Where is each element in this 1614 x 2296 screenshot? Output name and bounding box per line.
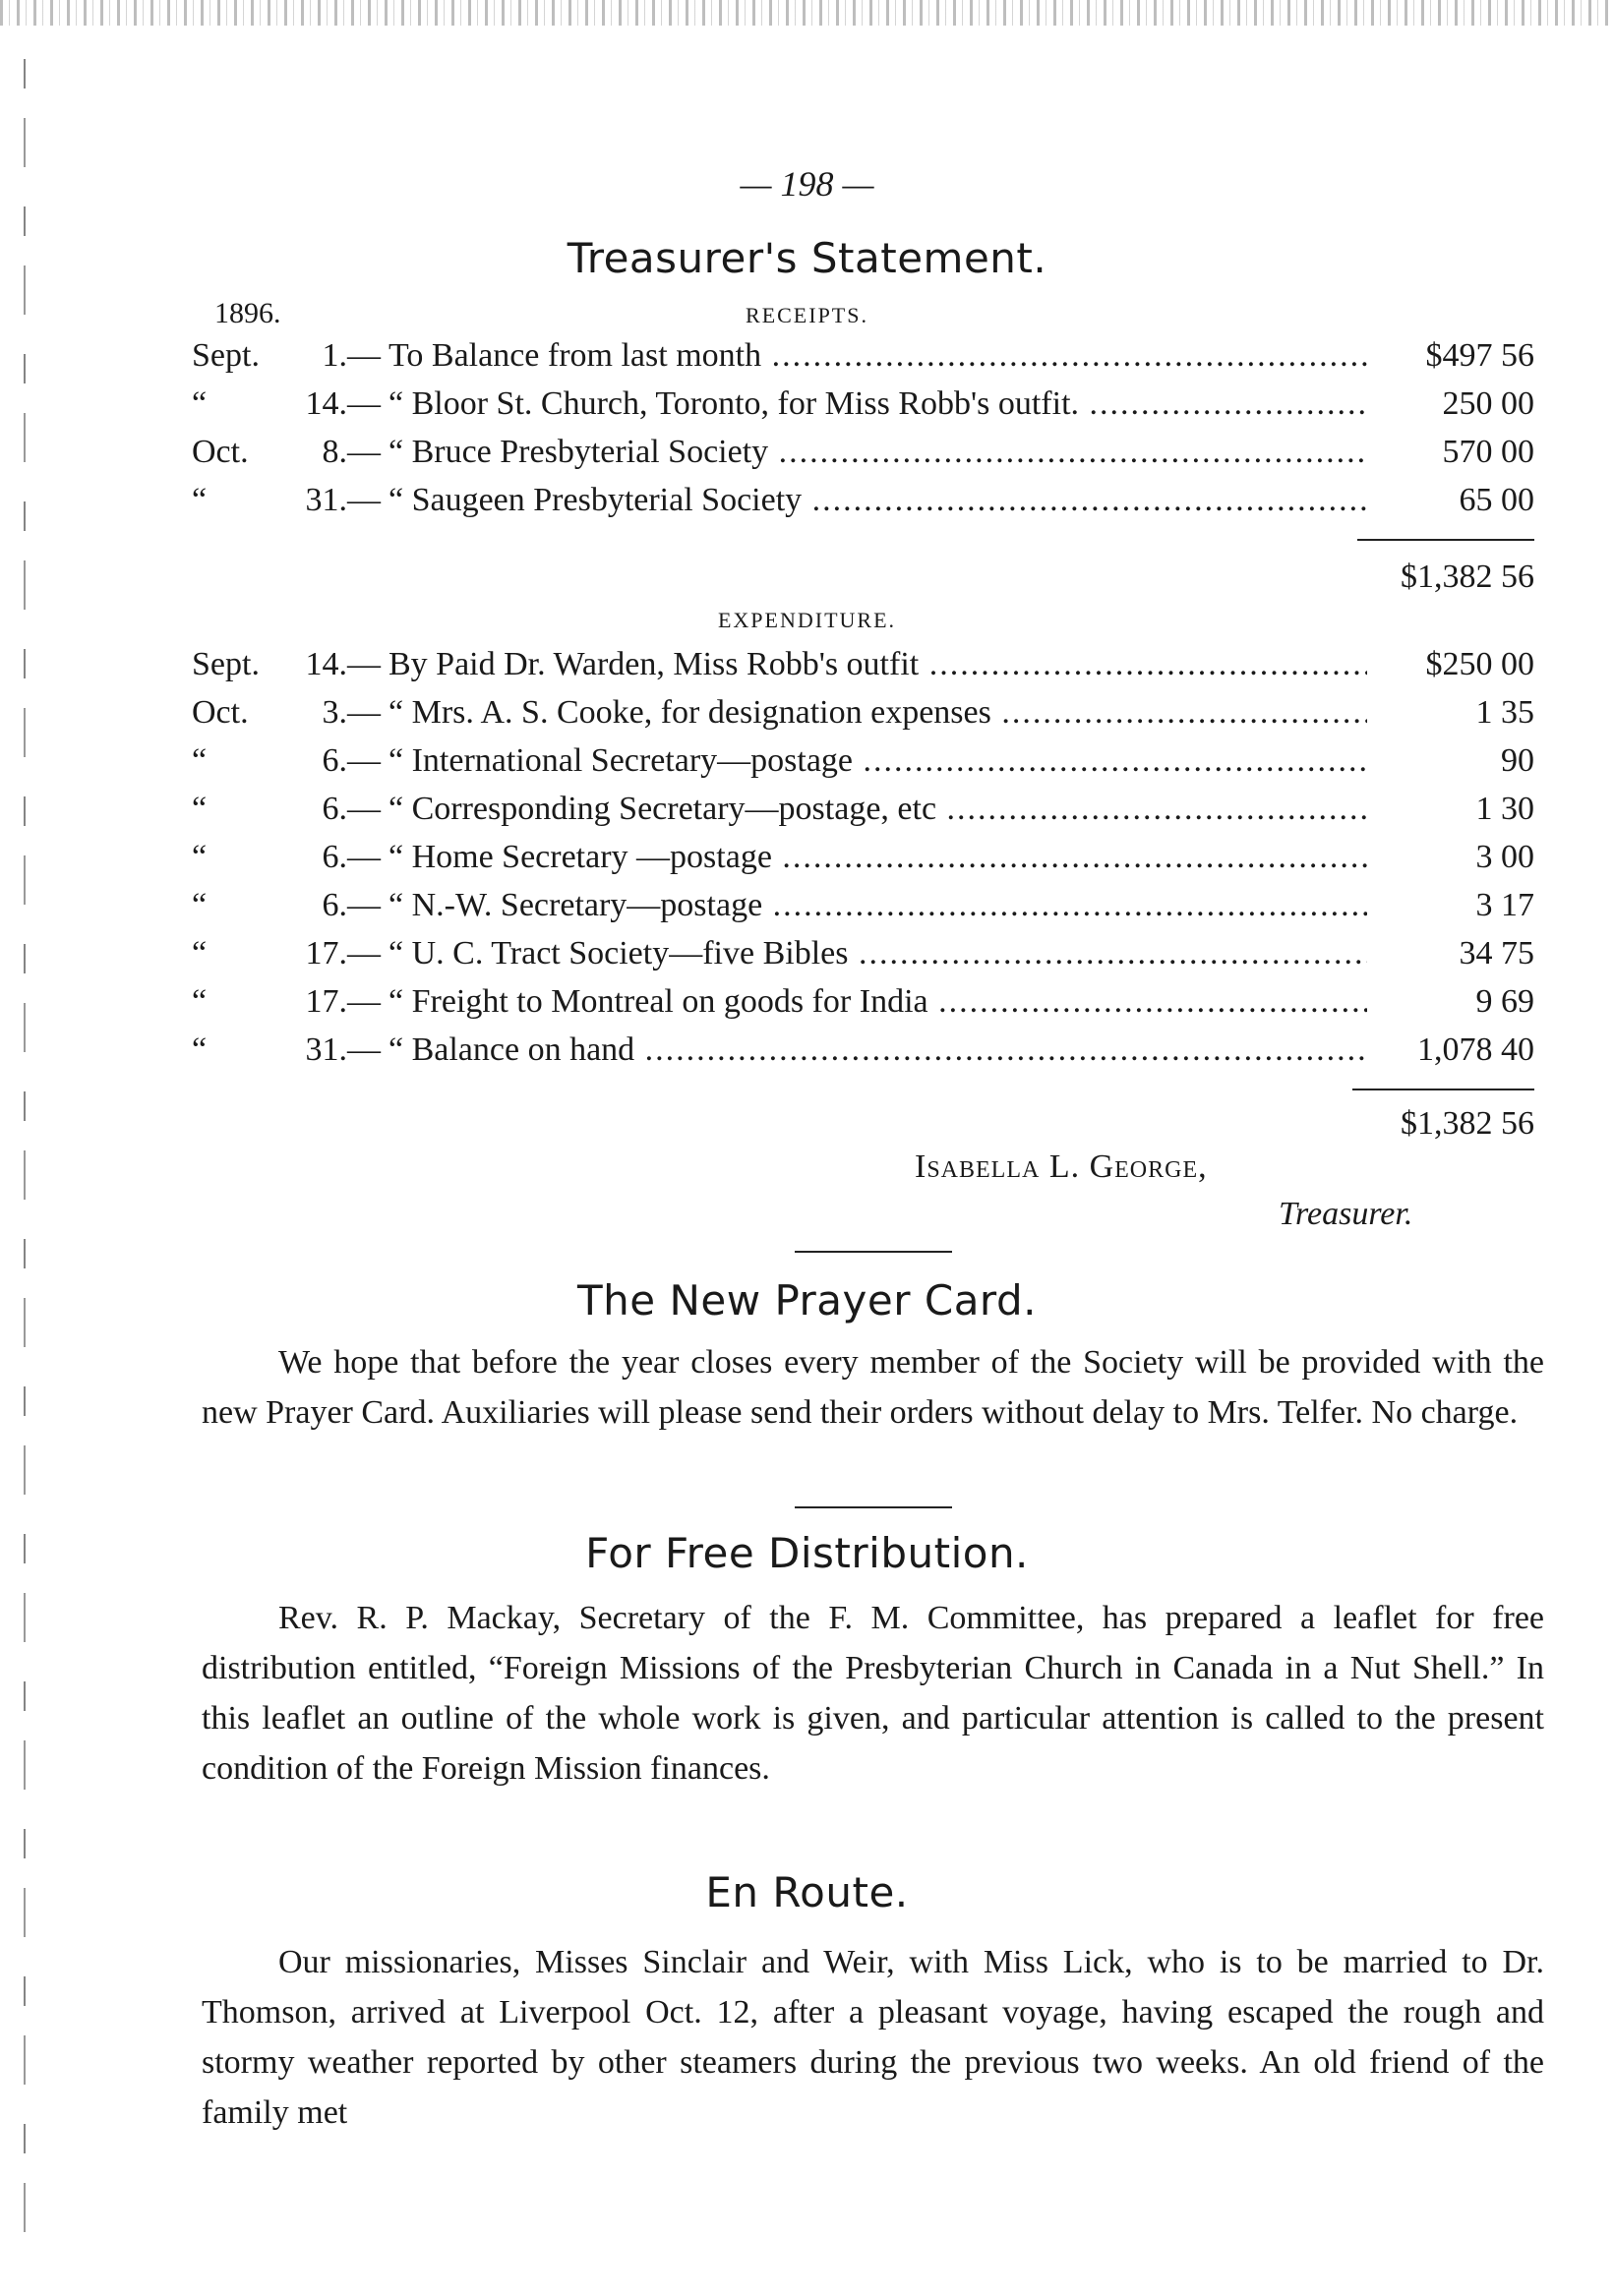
- receipts-total: $1,382 56: [1401, 559, 1534, 595]
- statement-year: 1896.: [214, 297, 281, 329]
- prayer-card-body: We hope that before the year closes every member of the Society will be provided with the new Prayer Card. Auxiliaries will please send their orders without delay to Mrs. Telfer. No charge.: [202, 1344, 1544, 1431]
- entry-amount: 9 69: [1367, 983, 1534, 1021]
- expenditure-row: [192, 1031, 1534, 1080]
- entry-description: To Balance from last month .....: [389, 337, 1372, 375]
- entry-description: “ International Secretary—postage .....: [389, 742, 1372, 780]
- entry-description: “ N.-W. Secretary—postage .....: [389, 887, 1372, 924]
- entry-description: By Paid Dr. Warden, Miss Robb's outfit .....: [389, 646, 1372, 683]
- expenditure-row: [192, 839, 1534, 887]
- entry-description: “ Home Secretary —postage .....: [389, 839, 1372, 876]
- entry-day: 1.—: [322, 337, 381, 374]
- treasurer-statement-title: Treasurer's Statement.: [567, 234, 1047, 282]
- entry-description: “ Freight to Montreal on goods for India .....: [389, 983, 1372, 1021]
- entry-amount: $497 56: [1367, 337, 1534, 375]
- expenditure-label: EXPENDITURE.: [717, 608, 897, 632]
- entry-amount: 34 75: [1367, 935, 1534, 972]
- signature-role: Treasurer.: [1279, 1196, 1413, 1232]
- entry-amount: 3 00: [1367, 839, 1534, 876]
- expenditure-row: [192, 742, 1534, 791]
- entry-month: “: [192, 887, 208, 923]
- scan-left-edge: [24, 59, 26, 2271]
- entry-month: “: [192, 1031, 208, 1068]
- entry-month: “: [192, 385, 208, 422]
- entry-day: 17.—: [305, 935, 381, 971]
- entry-month: Sept.: [192, 337, 260, 374]
- expenditure-row: [192, 646, 1534, 694]
- entry-day: 17.—: [305, 983, 381, 1020]
- entry-month: Oct.: [192, 434, 249, 470]
- entry-day: 6.—: [322, 887, 381, 923]
- entry-amount: 1,078 40: [1367, 1031, 1534, 1069]
- receipt-row: [192, 337, 1534, 385]
- entry-amount: 65 00: [1367, 482, 1534, 519]
- free-distribution-body: Rev. R. P. Mackay, Secretary of the F. M. Committee, has prepared a leaflet for free distribution entitled, “Foreign Missions of the Presbyterian Church in Canada in a Nut Shell.” In this leaflet an outline of the whole work is given, and particular attention is called to the present condition of the Foreign Mission finances.: [202, 1600, 1544, 1787]
- entry-month: “: [192, 742, 208, 779]
- entry-description: “ Corresponding Secretary—postage, etc .....: [389, 791, 1372, 828]
- entry-day: 14.—: [305, 385, 381, 422]
- entry-amount: 90: [1367, 742, 1534, 780]
- en-route-title: En Route.: [705, 1868, 909, 1916]
- receipt-row: [192, 434, 1534, 482]
- entry-description: “ Bloor St. Church, Toronto, for Miss Robb's outfit. .....: [389, 385, 1372, 423]
- receipts-list: [192, 337, 1534, 530]
- expenditure-row: [192, 935, 1534, 983]
- en-route-body: Our missionaries, Misses Sinclair and Weir, with Miss Lick, who is to be married to Dr. Thomson, arrived at Liverpool Oct. 12, after a pleasant voyage, having escaped the rough and stormy weather reported by other steamers during the previous two weeks. An old friend of the family met: [202, 1944, 1544, 2131]
- expenditure-total-rule: [1352, 1089, 1534, 1090]
- entry-amount: 1 35: [1367, 694, 1534, 732]
- entry-amount: 3 17: [1367, 887, 1534, 924]
- entry-description: “ Balance on hand .....: [389, 1031, 1372, 1069]
- entry-month: “: [192, 482, 208, 518]
- entry-day: 6.—: [322, 791, 381, 827]
- scan-top-edge: [0, 0, 1614, 26]
- entry-day: 31.—: [305, 482, 381, 518]
- expenditure-total: $1,382 56: [1401, 1105, 1534, 1142]
- entry-description: “ Mrs. A. S. Cooke, for designation expenses .....: [389, 694, 1372, 732]
- expenditure-list: [192, 646, 1534, 1080]
- entry-month: Oct.: [192, 694, 249, 731]
- entry-month: “: [192, 983, 208, 1020]
- page-number: — 198 —: [740, 164, 874, 204]
- receipts-label: RECEIPTS.: [746, 303, 868, 327]
- expenditure-row: [192, 694, 1534, 742]
- free-distribution-title: For Free Distribution.: [585, 1529, 1029, 1577]
- entry-day: 6.—: [322, 839, 381, 875]
- entry-day: 14.—: [305, 646, 381, 682]
- signature-name: Isabella L. George,: [915, 1148, 1208, 1185]
- entry-day: 8.—: [322, 434, 381, 470]
- section-divider: [795, 1251, 952, 1253]
- entry-month: “: [192, 839, 208, 875]
- entry-description: “ Saugeen Presbyterial Society .....: [389, 482, 1372, 519]
- entry-day: 6.—: [322, 742, 381, 779]
- entry-month: “: [192, 791, 208, 827]
- entry-day: 3.—: [322, 694, 381, 731]
- entry-month: Sept.: [192, 646, 260, 682]
- entry-amount: 570 00: [1367, 434, 1534, 471]
- entry-month: “: [192, 935, 208, 971]
- section-divider: [795, 1506, 952, 1508]
- entry-amount: $250 00: [1367, 646, 1534, 683]
- entry-amount: 1 30: [1367, 791, 1534, 828]
- receipts-total-rule: [1357, 539, 1534, 541]
- entry-day: 31.—: [305, 1031, 381, 1068]
- entry-description: “ Bruce Presbyterial Society .....: [389, 434, 1372, 471]
- expenditure-row: [192, 791, 1534, 839]
- prayer-card-title: The New Prayer Card.: [577, 1276, 1037, 1325]
- entry-amount: 250 00: [1367, 385, 1534, 423]
- receipt-row: [192, 385, 1534, 434]
- entry-description: “ U. C. Tract Society—five Bibles .....: [389, 935, 1372, 972]
- expenditure-row: [192, 887, 1534, 935]
- receipt-row: [192, 482, 1534, 530]
- expenditure-row: [192, 983, 1534, 1031]
